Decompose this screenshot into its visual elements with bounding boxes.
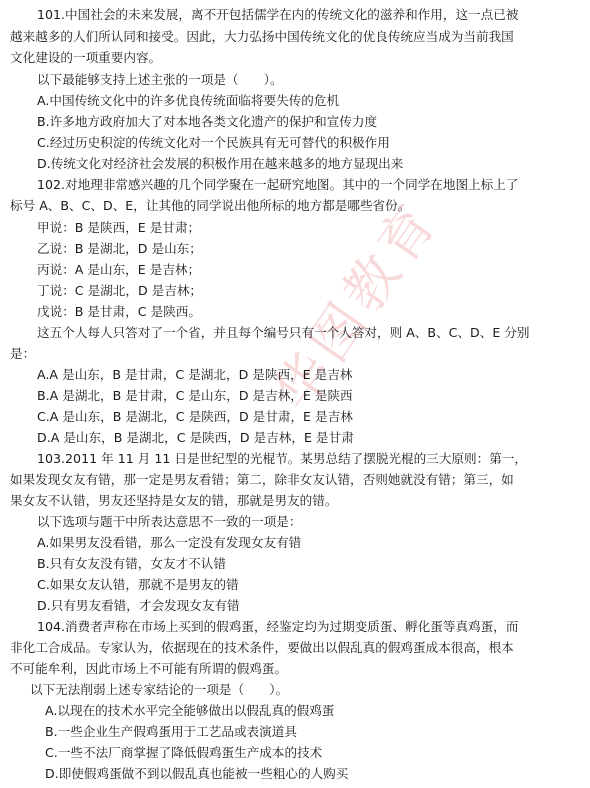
- q102-statement-5: 戊说：B 是甘肃，C 是陕西。: [37, 304, 201, 319]
- q103-option-c: C.如果女友认错，那就不是男友的错: [37, 577, 239, 592]
- q101-line-1: 101.中国社会的未来发展，离不开包括儒学在内的传统文化的滋养和作用，这一点已被: [37, 7, 519, 22]
- q102-statement-2: 乙说：B 是湖北，D 是山东；: [37, 241, 202, 256]
- q101-option-d: D.传统文化对经济社会发展的积极作用在越来越多的地方显现出来: [37, 156, 404, 171]
- q101-line-3: 文化建设的一项重要内容。: [10, 50, 162, 65]
- q103-option-d: D.只有男友看错，才会发现女友有错: [37, 598, 240, 613]
- q101-option-b: B.许多地方政府加大了对本地各类文化遗产的保护和宣传力度: [37, 114, 378, 129]
- q104-option-b: B.一些企业生产假鸡蛋用于工艺品或表演道具: [45, 724, 297, 739]
- q103-option-a: A.如果男友没看错，那么一定没有发现女友有错: [37, 535, 302, 550]
- q103-line-1: 103.2011 年 11 月 11 日是世纪型的光棍节。某男总结了摆脱光棍的三大原则：第一，: [37, 451, 527, 466]
- q104-line-2: 非化工合成品。专家认为，依据现在的技术条件，要做出以假乱真的假鸡蛋成本很高，根本: [10, 640, 514, 655]
- q102-stem-2: 是：: [10, 346, 36, 361]
- q102-option-a: A.A 是山东，B 是甘肃，C 是湖北，D 是陕西，E 是吉林: [37, 367, 353, 382]
- q104-line-1: 104.消费者声称在市场上买到的假鸡蛋，经鉴定均为过期变质蛋、孵化蛋等真鸡蛋，而: [37, 619, 519, 634]
- q102-statement-1: 甲说：B 是陕西，E 是甘肃；: [37, 220, 201, 235]
- q104-option-c: C.一些不法厂商掌握了降低假鸡蛋生产成本的技术: [45, 745, 323, 760]
- q103-line-2: 如果发现女友有错，那一定是男友看错；第二，除非女友认错，否则她就没有错；第三，如: [10, 472, 514, 487]
- watermark: 华 图 教 育: [261, 194, 448, 422]
- q102-stem-1: 这五个人每人只答对了一个省，并且每个编号只有一个人答对，则 A、B、C、D、E 分别: [37, 325, 530, 340]
- q103-stem: 以下选项与题干中所表达意思不一致的一项是：: [37, 514, 302, 529]
- q101-option-a: A.中国传统文化中的许多优良传统面临将要失传的危机: [37, 93, 340, 108]
- q102-option-c: C.A 是山东，B 是湖北，C 是陕西，D 是甘肃，E 是吉林: [37, 409, 353, 424]
- q102-option-b: B.A 是湖北，B 是甘肃，C 是山东，D 是吉林，E 是陕西: [37, 388, 353, 403]
- q101-stem: 以下最能够支持上述主张的一项是（ ）。: [37, 72, 283, 87]
- q101-option-c: C.经过历史积淀的传统文化对一个民族具有无可替代的积极作用: [37, 135, 390, 150]
- q102-statement-4: 丁说：C 是湖北，D 是吉林；: [37, 283, 203, 298]
- q101-line-2: 越来越多的人们所认同和接受。因此，大力弘扬中国传统文化的优良传统应当成为当前我国: [10, 29, 514, 44]
- q102-line-2: 标号 A、B、C、D、E，让其他的同学说出他所标的地方都是哪些省份。: [10, 198, 411, 213]
- q104-option-a: A.以现在的技术水平完全能够做出以假乱真的假鸡蛋: [45, 703, 335, 718]
- q104-option-d: D.即使假鸡蛋做不到以假乱真也能被一些粗心的人购买: [45, 766, 349, 781]
- q104-line-3: 不可能牟利，因此市场上不可能有所谓的假鸡蛋。: [10, 661, 288, 676]
- q102-option-d: D.A 是山东，B 是湖北，C 是陕西，D 是吉林，E 是甘肃: [37, 430, 354, 445]
- q104-stem: 以下无法削弱上述专家结论的一项是（ ）。: [30, 682, 289, 697]
- q102-line-1: 102.对地理非常感兴趣的几个同学聚在一起研究地图。其中的一个同学在地图上标上了: [37, 177, 519, 192]
- q103-line-3: 果女友不认错，男友还坚持是女友的错，那就是男友的错。: [10, 493, 338, 508]
- q102-statement-3: 丙说：A 是山东，E 是吉林；: [37, 262, 201, 277]
- q103-option-b: B.只有女友没有错，女友才不认错: [37, 556, 226, 571]
